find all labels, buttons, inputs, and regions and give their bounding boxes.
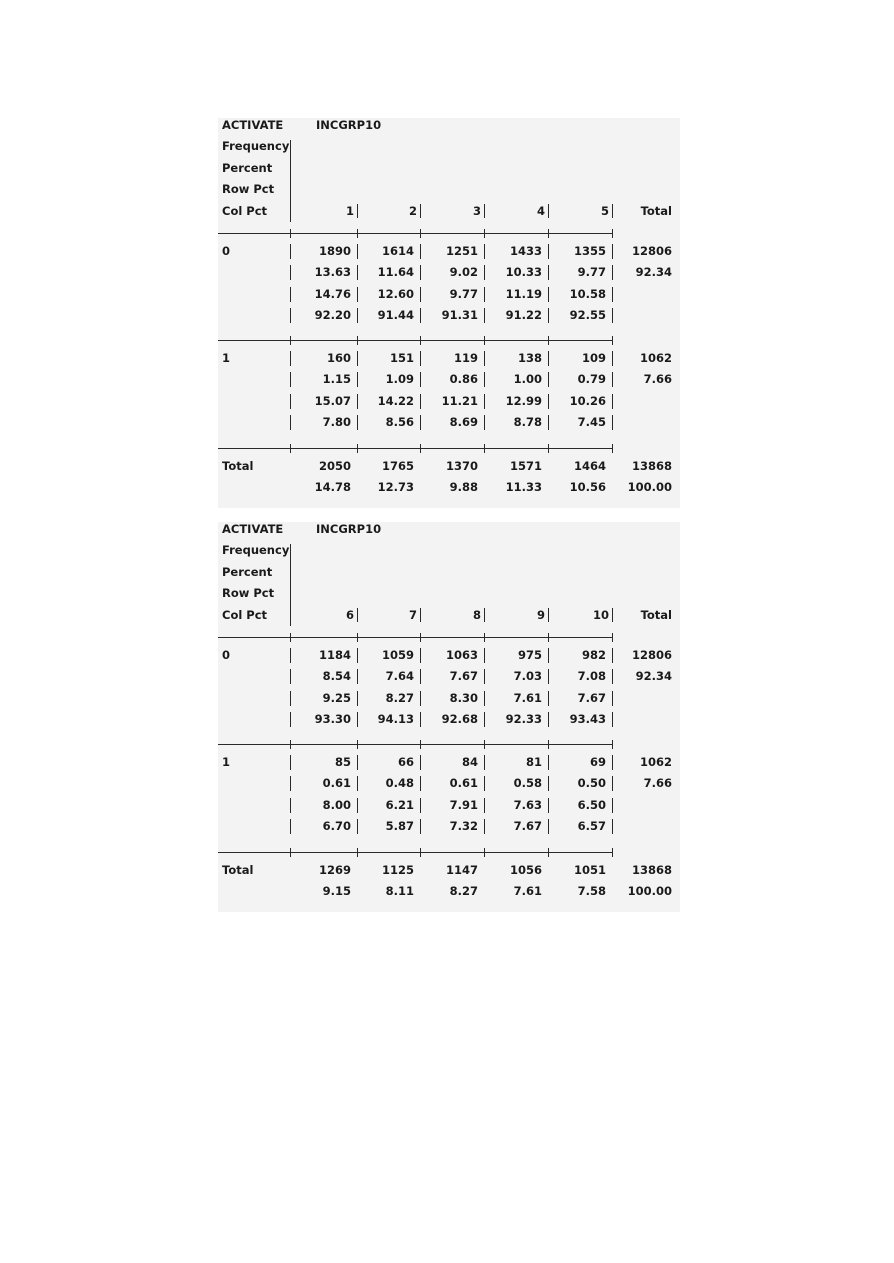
cell-divider: [612, 265, 613, 280]
cell-divider: [420, 669, 421, 684]
column-header: 3: [472, 203, 481, 218]
separator-line: [218, 448, 613, 449]
cell-divider: [357, 712, 358, 727]
cell-value: 8.27: [385, 690, 414, 705]
column-total-percent: 10.56: [569, 480, 606, 495]
column-total-frequency: 2050: [318, 459, 351, 473]
cell-value: 81: [525, 755, 542, 769]
column-total-frequency: 1147: [445, 863, 478, 877]
grand-total-frequency: 13868: [631, 459, 672, 473]
stat-label: Frequency: [222, 543, 290, 558]
cell-divider: [420, 265, 421, 280]
cell-value: 109: [581, 351, 606, 365]
cell-divider: [420, 776, 421, 791]
cell-divider: [420, 372, 421, 387]
cell-value: 14.76: [314, 286, 351, 301]
cell-value: 7.91: [449, 797, 478, 812]
separator-line: [218, 744, 613, 745]
stub-divider: [290, 819, 291, 834]
cell-value: 0.61: [449, 776, 478, 791]
cell-divider: [548, 244, 549, 259]
separator-tick: [612, 740, 613, 749]
cell-divider: [548, 287, 549, 302]
stub-divider: [290, 648, 291, 663]
cell-value: 5.87: [385, 819, 414, 834]
cell-divider: [548, 755, 549, 770]
cell-value: 7.64: [385, 669, 414, 684]
stub-divider: [290, 244, 291, 259]
separator-tick: [290, 444, 291, 453]
row-category-label: 0: [222, 244, 231, 258]
separator-tick: [548, 229, 549, 238]
cell-divider: [484, 265, 485, 280]
column-divider: [420, 608, 421, 622]
cell-value: 160: [326, 351, 351, 365]
column-header: 7: [408, 607, 417, 622]
cell-divider: [357, 372, 358, 387]
cell-value: 10.33: [505, 265, 542, 280]
cell-value: 7.45: [577, 415, 606, 430]
cell-value: 0.79: [577, 372, 606, 387]
cell-value: 10.58: [569, 286, 606, 301]
column-total-percent: 8.27: [449, 884, 478, 899]
grand-total-percent: 100.00: [627, 884, 672, 899]
cell-divider: [357, 265, 358, 280]
column-header: 4: [536, 203, 545, 218]
cell-value: 7.61: [513, 690, 542, 705]
stub-divider: [290, 798, 291, 813]
column-divider: [484, 204, 485, 218]
cell-divider: [612, 415, 613, 430]
column-divider: [357, 608, 358, 622]
separator-tick: [357, 848, 358, 857]
cell-value: 12.99: [505, 393, 542, 408]
totals-row-label: Total: [222, 459, 254, 473]
column-total-percent: 9.88: [449, 480, 478, 495]
separator-tick: [548, 740, 549, 749]
cell-value: 92.33: [505, 712, 542, 727]
stub-divider: [290, 308, 291, 323]
stat-label: Percent: [222, 160, 273, 175]
cell-divider: [484, 648, 485, 663]
cell-divider: [548, 798, 549, 813]
stat-label: Frequency: [222, 139, 290, 154]
stub-divider: [290, 712, 291, 727]
separator-tick: [290, 740, 291, 749]
cell-divider: [612, 394, 613, 409]
row-category-label: 1: [222, 351, 231, 365]
separator-tick: [420, 444, 421, 453]
cell-divider: [548, 669, 549, 684]
cell-value: 8.30: [449, 690, 478, 705]
cell-divider: [548, 712, 549, 727]
separator-line: [218, 852, 613, 853]
crosstab-table-1: [218, 118, 680, 508]
separator-tick: [420, 633, 421, 642]
row-total-percent: 7.66: [643, 372, 672, 387]
separator-tick: [290, 633, 291, 642]
stub-divider: [290, 265, 291, 280]
cell-value: 7.63: [513, 797, 542, 812]
cell-value: 1433: [509, 244, 542, 258]
cell-value: 84: [461, 755, 478, 769]
column-variable-label: INCGRP10: [316, 118, 382, 132]
column-header: 2: [408, 203, 417, 218]
separator-tick: [357, 336, 358, 345]
cell-value: 7.67: [513, 819, 542, 834]
separator-tick: [484, 633, 485, 642]
separator-tick: [548, 444, 549, 453]
cell-divider: [612, 351, 613, 366]
cell-value: 7.67: [577, 690, 606, 705]
separator-tick: [357, 229, 358, 238]
total-column-header: Total: [640, 203, 672, 218]
cell-divider: [357, 691, 358, 706]
cell-divider: [357, 244, 358, 259]
cell-divider: [484, 755, 485, 770]
cell-divider: [357, 798, 358, 813]
cell-value: 11.21: [441, 393, 478, 408]
separator-tick: [612, 444, 613, 453]
cell-divider: [484, 372, 485, 387]
separator-tick: [612, 336, 613, 345]
cell-value: 9.77: [577, 265, 606, 280]
column-total-frequency: 1464: [573, 459, 606, 473]
stub-divider: [290, 287, 291, 302]
cell-divider: [484, 819, 485, 834]
cell-divider: [484, 691, 485, 706]
stat-label: Col Pct: [222, 607, 268, 622]
cell-value: 8.78: [513, 415, 542, 430]
stub-divider: [290, 544, 291, 626]
cell-divider: [612, 691, 613, 706]
cell-divider: [420, 712, 421, 727]
column-total-frequency: 1571: [509, 459, 542, 473]
cell-divider: [484, 798, 485, 813]
cell-value: 9.77: [449, 286, 478, 301]
cell-value: 15.07: [314, 393, 351, 408]
cell-divider: [357, 394, 358, 409]
column-header: 10: [592, 607, 609, 622]
cell-value: 91.22: [505, 308, 542, 323]
separator-tick: [612, 633, 613, 642]
separator-line: [218, 233, 613, 234]
grand-total-frequency: 13868: [631, 863, 672, 877]
row-total-percent: 7.66: [643, 776, 672, 791]
cell-divider: [612, 244, 613, 259]
row-variable-label: ACTIVATE: [222, 522, 284, 536]
separator-tick: [357, 740, 358, 749]
cell-value: 1.00: [513, 372, 542, 387]
cell-value: 975: [517, 648, 542, 662]
cell-divider: [420, 415, 421, 430]
separator-tick: [290, 229, 291, 238]
cell-divider: [548, 372, 549, 387]
cell-divider: [357, 669, 358, 684]
cell-value: 1059: [381, 648, 414, 662]
column-divider: [484, 608, 485, 622]
cell-value: 92.20: [314, 308, 351, 323]
separator-tick: [484, 740, 485, 749]
separator-tick: [357, 633, 358, 642]
separator-tick: [612, 848, 613, 857]
cell-divider: [484, 351, 485, 366]
cell-divider: [420, 691, 421, 706]
cell-value: 8.54: [322, 669, 351, 684]
separator-line: [218, 340, 613, 341]
separator-tick: [290, 848, 291, 857]
cell-value: 94.13: [377, 712, 414, 727]
column-total-frequency: 1370: [445, 459, 478, 473]
separator-tick: [357, 444, 358, 453]
stub-divider: [290, 415, 291, 430]
column-total-frequency: 1051: [573, 863, 606, 877]
cell-value: 1614: [381, 244, 414, 258]
separator-tick: [548, 336, 549, 345]
cell-divider: [420, 798, 421, 813]
stub-divider: [290, 394, 291, 409]
cell-divider: [484, 669, 485, 684]
cell-divider: [357, 415, 358, 430]
cell-value: 6.70: [322, 819, 351, 834]
cell-value: 1251: [445, 244, 478, 258]
column-divider: [548, 204, 549, 218]
separator-tick: [484, 848, 485, 857]
cell-divider: [548, 351, 549, 366]
cell-value: 1184: [318, 648, 351, 662]
cell-value: 6.50: [577, 797, 606, 812]
separator-tick: [548, 633, 549, 642]
stat-label: Percent: [222, 564, 273, 579]
separator-tick: [420, 336, 421, 345]
separator-tick: [612, 229, 613, 238]
column-total-frequency: 1125: [381, 863, 414, 877]
column-total-percent: 14.78: [314, 480, 351, 495]
cell-divider: [612, 755, 613, 770]
cell-divider: [420, 819, 421, 834]
separator-tick: [484, 229, 485, 238]
column-header: 9: [536, 607, 545, 622]
column-header: 8: [472, 607, 481, 622]
separator-tick: [290, 336, 291, 345]
cell-value: 85: [334, 755, 351, 769]
cell-divider: [612, 287, 613, 302]
stub-divider: [290, 351, 291, 366]
cell-divider: [484, 712, 485, 727]
cell-value: 92.55: [569, 308, 606, 323]
stub-divider: [290, 372, 291, 387]
separator-line: [218, 637, 613, 638]
row-variable-label: ACTIVATE: [222, 118, 284, 132]
row-total-frequency: 1062: [639, 755, 672, 769]
cell-value: 92.68: [441, 712, 478, 727]
row-total-frequency: 12806: [631, 244, 672, 258]
cell-divider: [357, 755, 358, 770]
stub-divider: [290, 755, 291, 770]
column-divider: [612, 204, 613, 218]
cell-divider: [612, 648, 613, 663]
cell-divider: [612, 372, 613, 387]
separator-tick: [484, 336, 485, 345]
cell-divider: [548, 394, 549, 409]
cell-value: 7.08: [577, 669, 606, 684]
column-total-frequency: 1056: [509, 863, 542, 877]
cell-divider: [420, 648, 421, 663]
cell-divider: [612, 712, 613, 727]
cell-divider: [484, 394, 485, 409]
cell-value: 7.80: [322, 415, 351, 430]
column-header: 6: [345, 607, 354, 622]
cell-value: 6.57: [577, 819, 606, 834]
stub-divider: [290, 669, 291, 684]
cell-divider: [420, 351, 421, 366]
cell-divider: [548, 648, 549, 663]
cell-value: 6.21: [385, 797, 414, 812]
cell-divider: [420, 287, 421, 302]
cell-value: 9.25: [322, 690, 351, 705]
cell-divider: [612, 776, 613, 791]
cell-value: 7.32: [449, 819, 478, 834]
cell-value: 119: [453, 351, 478, 365]
cell-divider: [548, 415, 549, 430]
cell-value: 93.30: [314, 712, 351, 727]
cell-value: 8.56: [385, 415, 414, 430]
separator-tick: [420, 848, 421, 857]
cell-value: 11.19: [505, 286, 542, 301]
cell-value: 1.15: [322, 372, 351, 387]
cell-divider: [548, 265, 549, 280]
cell-value: 1.09: [385, 372, 414, 387]
cell-divider: [420, 394, 421, 409]
column-header: 5: [600, 203, 609, 218]
stub-divider: [290, 691, 291, 706]
cell-value: 0.61: [322, 776, 351, 791]
cell-divider: [612, 308, 613, 323]
cell-value: 1355: [573, 244, 606, 258]
cell-divider: [484, 776, 485, 791]
column-divider: [612, 608, 613, 622]
column-total-percent: 9.15: [322, 884, 351, 899]
cell-value: 0.58: [513, 776, 542, 791]
column-divider: [420, 204, 421, 218]
cell-value: 138: [517, 351, 542, 365]
total-column-header: Total: [640, 607, 672, 622]
cell-divider: [548, 308, 549, 323]
cell-divider: [357, 308, 358, 323]
cell-divider: [420, 308, 421, 323]
cell-value: 0.48: [385, 776, 414, 791]
row-category-label: 1: [222, 755, 231, 769]
stub-divider: [290, 140, 291, 222]
column-total-percent: 8.11: [385, 884, 414, 899]
totals-row-label: Total: [222, 863, 254, 877]
cell-value: 66: [397, 755, 414, 769]
cell-divider: [548, 819, 549, 834]
cell-divider: [357, 648, 358, 663]
row-category-label: 0: [222, 648, 231, 662]
cell-value: 93.43: [569, 712, 606, 727]
column-variable-label: INCGRP10: [316, 522, 382, 536]
row-total-percent: 92.34: [635, 265, 672, 280]
column-total-frequency: 1269: [318, 863, 351, 877]
column-divider: [357, 204, 358, 218]
cell-divider: [484, 287, 485, 302]
separator-tick: [420, 740, 421, 749]
row-total-frequency: 1062: [639, 351, 672, 365]
column-divider: [548, 608, 549, 622]
crosstab-table-2: [218, 522, 680, 912]
cell-divider: [357, 819, 358, 834]
cell-value: 982: [581, 648, 606, 662]
cell-divider: [612, 819, 613, 834]
cell-divider: [484, 244, 485, 259]
cell-divider: [548, 691, 549, 706]
cell-divider: [357, 287, 358, 302]
cell-divider: [357, 351, 358, 366]
cell-value: 13.63: [314, 265, 351, 280]
cell-value: 1063: [445, 648, 478, 662]
cell-value: 10.26: [569, 393, 606, 408]
separator-tick: [420, 229, 421, 238]
row-total-frequency: 12806: [631, 648, 672, 662]
column-total-percent: 11.33: [505, 480, 542, 495]
cell-value: 8.69: [449, 415, 478, 430]
cell-value: 11.64: [377, 265, 414, 280]
cell-value: 0.86: [449, 372, 478, 387]
cell-divider: [420, 755, 421, 770]
cell-value: 7.67: [449, 669, 478, 684]
cell-value: 69: [589, 755, 606, 769]
cell-divider: [484, 415, 485, 430]
cell-divider: [357, 776, 358, 791]
cell-value: 9.02: [449, 265, 478, 280]
separator-tick: [484, 444, 485, 453]
cell-value: 1890: [318, 244, 351, 258]
separator-tick: [548, 848, 549, 857]
cell-value: 0.50: [577, 776, 606, 791]
row-total-percent: 92.34: [635, 669, 672, 684]
cell-value: 14.22: [377, 393, 414, 408]
cell-value: 91.44: [377, 308, 414, 323]
cell-value: 8.00: [322, 797, 351, 812]
stat-label: Col Pct: [222, 203, 268, 218]
cell-divider: [420, 244, 421, 259]
column-total-percent: 12.73: [377, 480, 414, 495]
stat-label: Row Pct: [222, 182, 275, 197]
column-header: 1: [345, 203, 354, 218]
cell-divider: [484, 308, 485, 323]
cell-value: 151: [389, 351, 414, 365]
cell-value: 12.60: [377, 286, 414, 301]
cell-divider: [612, 669, 613, 684]
cell-value: 91.31: [441, 308, 478, 323]
column-total-frequency: 1765: [381, 459, 414, 473]
cell-value: 7.03: [513, 669, 542, 684]
stat-label: Row Pct: [222, 586, 275, 601]
cell-divider: [612, 798, 613, 813]
cell-divider: [548, 776, 549, 791]
grand-total-percent: 100.00: [627, 480, 672, 495]
stub-divider: [290, 776, 291, 791]
column-total-percent: 7.61: [513, 884, 542, 899]
column-total-percent: 7.58: [577, 884, 606, 899]
